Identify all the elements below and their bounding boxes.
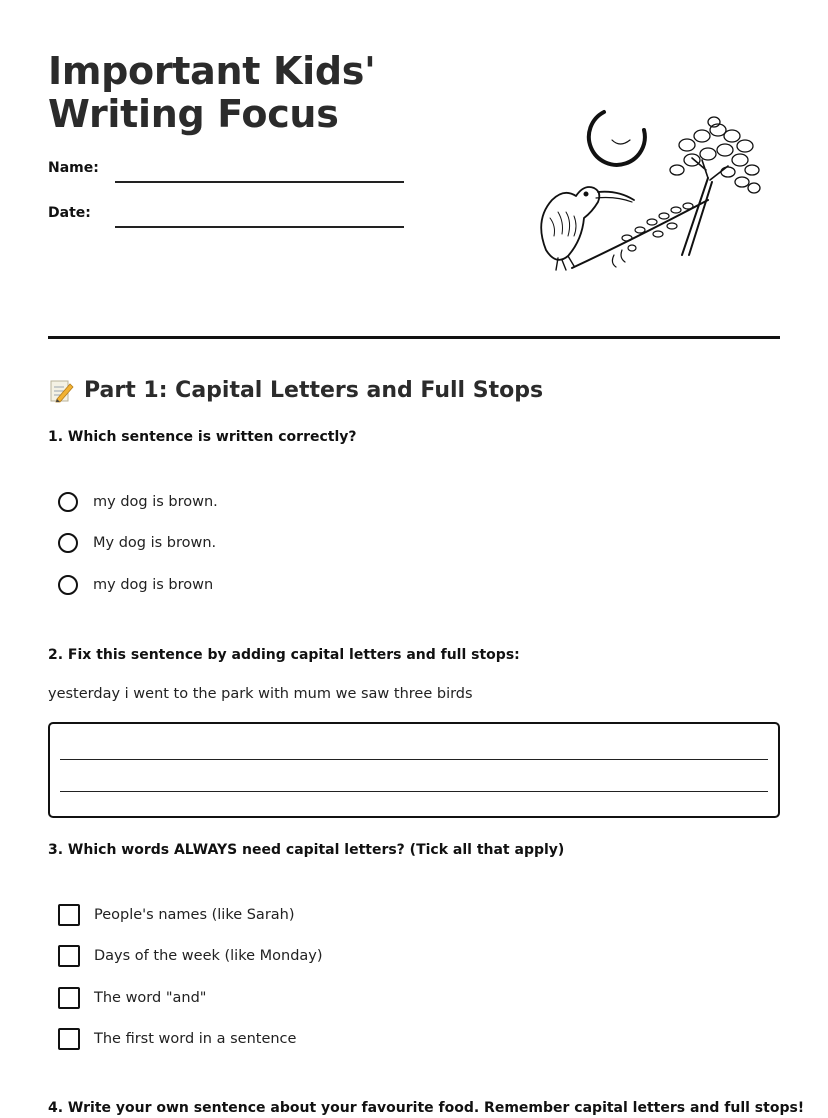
- question-2-answer-box[interactable]: [48, 722, 780, 818]
- option-label: My dog is brown.: [93, 535, 217, 551]
- option-label: People's names (like Sarah): [94, 907, 295, 923]
- name-label: Name:: [48, 160, 99, 176]
- checkbox[interactable]: [58, 904, 80, 926]
- question-3-option-b[interactable]: [58, 944, 323, 968]
- part1-heading: [48, 374, 543, 406]
- question-1-option-b[interactable]: [58, 531, 216, 555]
- checkbox[interactable]: [58, 1028, 80, 1050]
- question-3-option-d[interactable]: [58, 1027, 296, 1051]
- question-1-option-c[interactable]: [58, 573, 213, 597]
- radio-button[interactable]: [58, 575, 78, 595]
- date-field[interactable]: [48, 205, 408, 229]
- name-field[interactable]: [48, 160, 408, 184]
- radio-button[interactable]: [58, 533, 78, 553]
- part1-title: Part 1: Capital Letters and Full Stops: [84, 377, 544, 403]
- checkbox[interactable]: [58, 987, 80, 1009]
- checkbox[interactable]: [58, 945, 80, 967]
- kiwi-bird-illustration-icon: [532, 100, 762, 280]
- question-3-prompt: 3. Which words ALWAYS need capital letters? (Tick all that apply): [48, 842, 565, 858]
- date-write-line[interactable]: [115, 226, 404, 228]
- question-3-option-c[interactable]: [58, 986, 206, 1010]
- option-label: my dog is brown: [93, 577, 214, 593]
- question-3-option-a[interactable]: [58, 903, 295, 927]
- question-2-sentence: yesterday i went to the park with mum we saw three birds: [48, 686, 473, 702]
- answer-write-line[interactable]: [60, 759, 768, 760]
- question-2-prompt: 2. Fix this sentence by adding capital letters and full stops:: [48, 647, 520, 663]
- question-4-prompt: 4. Write your own sentence about your favourite food. Remember capital letters and full stops!: [48, 1100, 805, 1116]
- date-label: Date:: [48, 205, 91, 221]
- question-1-prompt: 1. Which sentence is written correctly?: [48, 429, 357, 445]
- question-1-option-a[interactable]: [58, 490, 218, 514]
- worksheet-title: Important Kids' Writing Focus: [48, 49, 376, 136]
- memo-pencil-icon: [48, 377, 74, 403]
- section-divider: [48, 336, 780, 339]
- name-write-line[interactable]: [115, 181, 404, 183]
- option-label: The word "and": [94, 990, 207, 1006]
- option-label: The first word in a sentence: [94, 1031, 297, 1047]
- option-label: Days of the week (like Monday): [94, 948, 323, 964]
- radio-button[interactable]: [58, 492, 78, 512]
- option-label: my dog is brown.: [93, 494, 218, 510]
- worksheet-page: [48, 0, 805, 1118]
- answer-write-line[interactable]: [60, 791, 768, 792]
